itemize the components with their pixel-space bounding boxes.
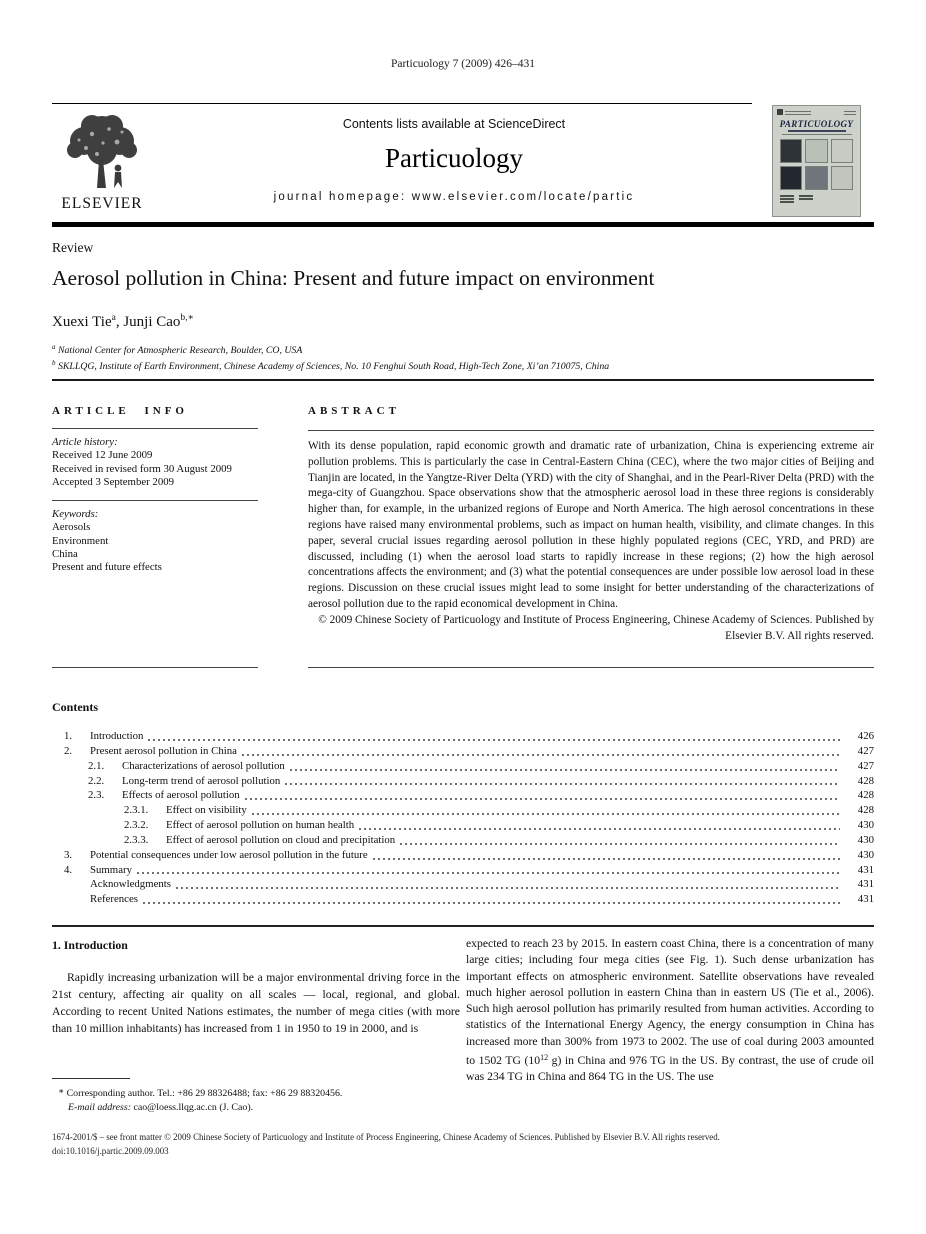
footnote-email: E-mail address: cao@loess.llqg.ac.cn (J. Cao). [68,1101,254,1113]
body-left-column [52,938,460,1037]
footnote-contact: ∗ Corresponding author. Tel.: +86 29 88326488; fax: +86 29 88320456. [58,1086,343,1099]
keywords-label: Keywords: [52,508,99,521]
keyword: China [52,548,78,561]
toc-entry[interactable]: 2.2. Long-term trend of aerosol pollution 428 [88,774,874,787]
keywords-block [52,508,258,574]
cover-text-lines [785,109,811,117]
contents-divider [52,925,874,927]
article-info-rule-1 [52,428,258,429]
toc-entry[interactable]: 4. Summary 431 [64,863,874,876]
corresponding-author-footnote [52,1078,460,1114]
keyword: Aerosols [52,521,91,534]
article-info-rule-2 [52,500,258,501]
cover-top-marks [777,109,856,117]
abstract-column [308,400,874,668]
history-accepted: Accepted 3 September 2009 [52,475,175,488]
keyword: Present and future effects [52,561,162,574]
table-of-contents [52,730,874,908]
elsevier-tree-icon [59,112,145,194]
cover-subtitle-bar [788,130,846,132]
cover-logo-mark [777,109,783,115]
article-history-label: Article history: [52,436,118,448]
introduction-paragraph-right-cont: g) in China and 976 TG in the US. By contrast, the use of crude oil was 234 TG in China and 864 TG in the US. The use [466,1054,874,1084]
toc-entry[interactable]: 1. Introduction 426 [64,730,874,742]
journal-title: Particuology [385,143,523,173]
elsevier-logo [52,112,152,213]
imprint-footer [52,1130,882,1158]
author-1: Xuexi Tie [52,314,112,330]
body-right-column [466,936,874,1086]
toc-entry[interactable]: 2. Present aerosol pollution in China 427 [64,744,874,757]
toc-entry[interactable]: 2.3. Effects of aerosol pollution 428 [88,789,874,802]
journal-homepage-link[interactable]: journal homepage: www.elsevier.com/locate/partic [273,191,635,203]
toc-entry[interactable]: 2.3.2. Effect of aerosol pollution on human health 430 [124,819,874,832]
copyright-line: 1674-2001/$ – see front matter © 2009 Chinese Society of Particuology and Institute of Process Engineering, Chinese Academy of Sciences. Published by Elsevier B.V. All rights reserved. [52,1132,720,1142]
affiliation-a: $^a$ National Center for Atmospheric Research, Boulder, CO, USA [52,343,303,356]
history-revised: Received in revised form 30 August 2009 [52,462,232,475]
abstract-copyright: © 2009 Chinese Society of Particuology and Institute of Process Engineering, Chinese Academy of Sciences. Published by Elsevier B.V. All rights reserved. [318,613,874,642]
exponent: 12 [540,1053,549,1063]
author-separator: , [115,314,124,330]
paper-title: Aerosol pollution in China: Present and future impact on environment [52,266,655,290]
sciencedirect-link[interactable]: Contents lists available at ScienceDirect [342,117,566,131]
contents-heading: Contents [52,700,99,714]
article-type-label: Review [52,240,94,255]
info-abstract-section [52,400,874,668]
toc-entry[interactable]: References 431 [90,893,874,906]
contents-section [52,700,874,908]
title-section-divider [52,379,874,381]
affiliations [52,341,852,373]
author-line [52,312,194,331]
abstract-rule [308,430,874,431]
introduction-heading: 1. Introduction [52,938,128,952]
banner-divider-bar [52,222,874,227]
author-2: Junji Cao [123,314,181,330]
toc-entry[interactable]: 3. Potential consequences under low aerosol pollution in the future 430 [64,848,874,861]
abstract-text: With its dense population, rapid economic growth and dramatic rate of urbanization, China is experiencing extreme air pollution problems. This is particularly the case in Central-Eastern China (CEC), where the two major cities of Beijing and Tianjin are located, in the Yangtze-River Delta (YRD) with the city of Shanghai, and in the Pearl-River Delta (PRD) with the mega-city of Guangzhou. Space observations show that the atmospheric aerosol load in these three regions is considerably higher than, for example, in the urbanized regions of Europe and North America. The high aerosol concentrations in these regions have raised many environmental problems, such as impact on human health, visibility, and climate changes. In this paper, several crucial issues regarding aerosol pollution in these highly populated regions (CEC, YRD, and PRD) are discussed, including (1) when the aerosol load starts to rapidly increase in these regions; (2) how the high aerosol concentrations affects the environment; and (3) what the potential consequences are under possible low aerosol load in these regions. Discussion on these crucial issues might lead to some insight for better understanding of the characterizations of aerosol pollution due to the rapid economical development in China. [308,440,874,610]
journal-banner [52,103,752,219]
author-1-affiliation-mark: a [111,313,116,323]
cover-rule [782,134,852,135]
abstract-heading: ABSTRACT [308,405,400,417]
cover-journal-title: PARTICUOLOGY [779,119,854,129]
email-address-link[interactable]: cao@loess.llqg.ac.cn (J. Cao). [131,1101,254,1113]
toc-entry[interactable]: 2.3.3. Effect of aerosol pollution on cloud and precipitation 430 [124,833,874,846]
history-received: Received 12 June 2009 [52,449,153,462]
cover-figure-grid [780,139,853,190]
cover-bottom-marks [780,194,860,203]
doi-link[interactable]: doi:10.1016/j.partic.2009.09.003 [52,1146,169,1156]
affiliation-b: $^b$ SKLLQG, Institute of Earth Environment, Chinese Academy of Sciences, No. 10 Fenghui South Road, High-Tech Zone, Xi’an 710075, China [52,359,610,372]
toc-entry[interactable]: 2.3.1. Effect on visibility 428 [124,804,874,817]
introduction-paragraph-right: expected to reach 23 by 2015. In eastern coast China, there is a concentration of many large cities; including four mega cities (see Fig. 1). Such dense urbanization has important effects on atmospheric environment. Satellite observations have revealed much higher aerosol pollution in eastern China than in eastern US (Tie et al., 2006). Such high aerosol pollution has primarily resulted from human activities. According to statistics of the International Energy Agency, the energy consumption in China has increased more than 300% from 1973 to 2002. The use of coal during 2003 amounted to 1502 TG (10 [466,937,874,1068]
keyword: Environment [52,534,109,547]
article-info-column [52,400,258,668]
article-history [52,436,258,489]
journal-cover-thumbnail[interactable] [772,105,861,217]
toc-entry[interactable]: 2.1. Characterizations of aerosol pollution 427 [88,759,874,772]
elsevier-logo-text: ELSEVIER [61,195,143,212]
toc-entry[interactable]: Acknowledgments 431 [90,878,874,891]
author-2-affiliation-mark[interactable]: b,∗ [180,313,195,323]
banner-center [162,104,746,203]
cover-issue-lines [844,109,856,117]
introduction-paragraph-left: Rapidly increasing urbanization will be a major environmental driving force in the 21st century, affecting air quality on all scales — local, regional, and global. According to recent United Nations estimates, the number of mega cities (with more than 10 million inhabitants) has increased from 1 in 1950 to 19 in 2000, and is [52,971,460,1035]
article-info-heading: ARTICLE INFO [52,405,188,417]
footnote-rule [52,1078,130,1079]
journal-citation: Particuology 7 (2009) 426–431 [390,58,536,70]
